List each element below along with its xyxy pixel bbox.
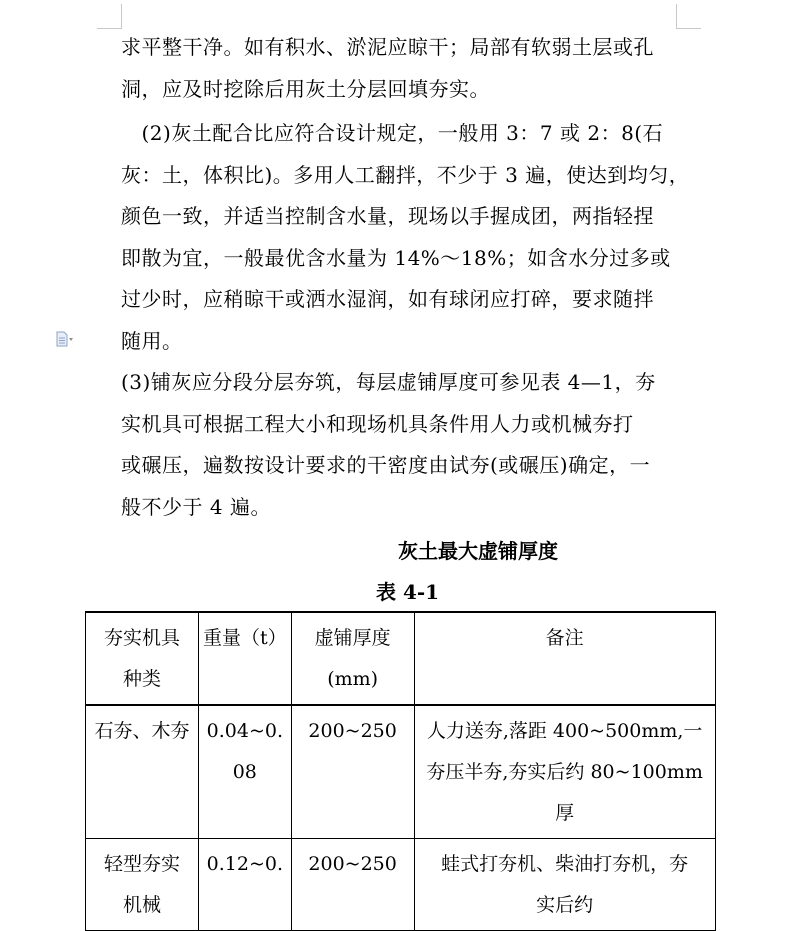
text-line: 或碾压，遍数按设计要求的干密度由试夯(或碾压)确定，一	[121, 453, 651, 477]
text-line: 即散为宜，一般最优含水量为 14%～18%；如含水分过多或	[121, 245, 671, 270]
table-number: 表 4-1	[376, 580, 440, 604]
table-cell: 0.04~0. 08	[199, 705, 292, 839]
table-title: 灰土最大虚铺厚度	[398, 539, 558, 563]
header-cell-thickness: 虚铺厚度 (mm)	[291, 612, 414, 705]
text-line: 洞，应及时挖除后用灰土分层回填夯实。	[121, 76, 490, 101]
table-cell: 石夯、木夯	[86, 705, 199, 839]
text-line: (3)铺灰应分段分层夯筑，每层虚铺厚度可参见表 4—1，夯	[121, 370, 656, 394]
table-cell: 蛙式打夯机、柴油打夯机，夯 实后约	[414, 839, 715, 931]
table-cell: 200~250	[291, 705, 414, 839]
table-cell: 人力送夯,落距 400~500mm,一 夯压半夯,夯实后约 80~100mm 厚	[414, 705, 715, 839]
header-cell-equipment: 夯实机具 种类	[86, 612, 199, 705]
page-corner-mark-left	[97, 4, 122, 29]
header-cell-weight: 重量（t）	[199, 612, 292, 705]
text-line: 过少时，应稍晾干或洒水湿润，如有球闭应打碎，要求随拌	[121, 287, 654, 311]
table-row	[86, 705, 716, 839]
text-line: 求平整干净。如有积水、淤泥应晾干；局部有软弱土层或孔	[121, 35, 654, 59]
table-cell: 轻型夯实 机械	[86, 839, 199, 931]
text-line: 随用。	[121, 328, 183, 353]
paragraph-1	[121, 27, 681, 110]
text-line: (2)灰土配合比应符合设计规定，一般用 3：7 或 2：8(石	[121, 121, 664, 145]
page-corner-mark-right	[676, 4, 701, 29]
text-line: 实机具可根据工程大小和现场机具条件用人力或机械夯打	[121, 411, 634, 436]
header-cell-notes: 备注	[414, 612, 715, 705]
table-row	[86, 839, 716, 931]
document-icon[interactable]	[56, 331, 74, 347]
table-header-row	[86, 612, 716, 705]
text-line: 般不少于 4 遍。	[121, 494, 271, 519]
paragraph-3	[121, 362, 681, 528]
lime-soil-thickness-table	[85, 611, 716, 931]
text-line: 颜色一致，并适当控制含水量，现场以手握成团，两指轻捏	[121, 204, 654, 228]
text-line: 灰：土，体积比)。多用人工翻拌，不少于 3 遍，使达到均匀，	[121, 162, 690, 187]
paragraph-2	[121, 113, 690, 362]
table-cell: 0.12~0.	[199, 839, 292, 931]
table-cell: 200~250	[291, 839, 414, 931]
